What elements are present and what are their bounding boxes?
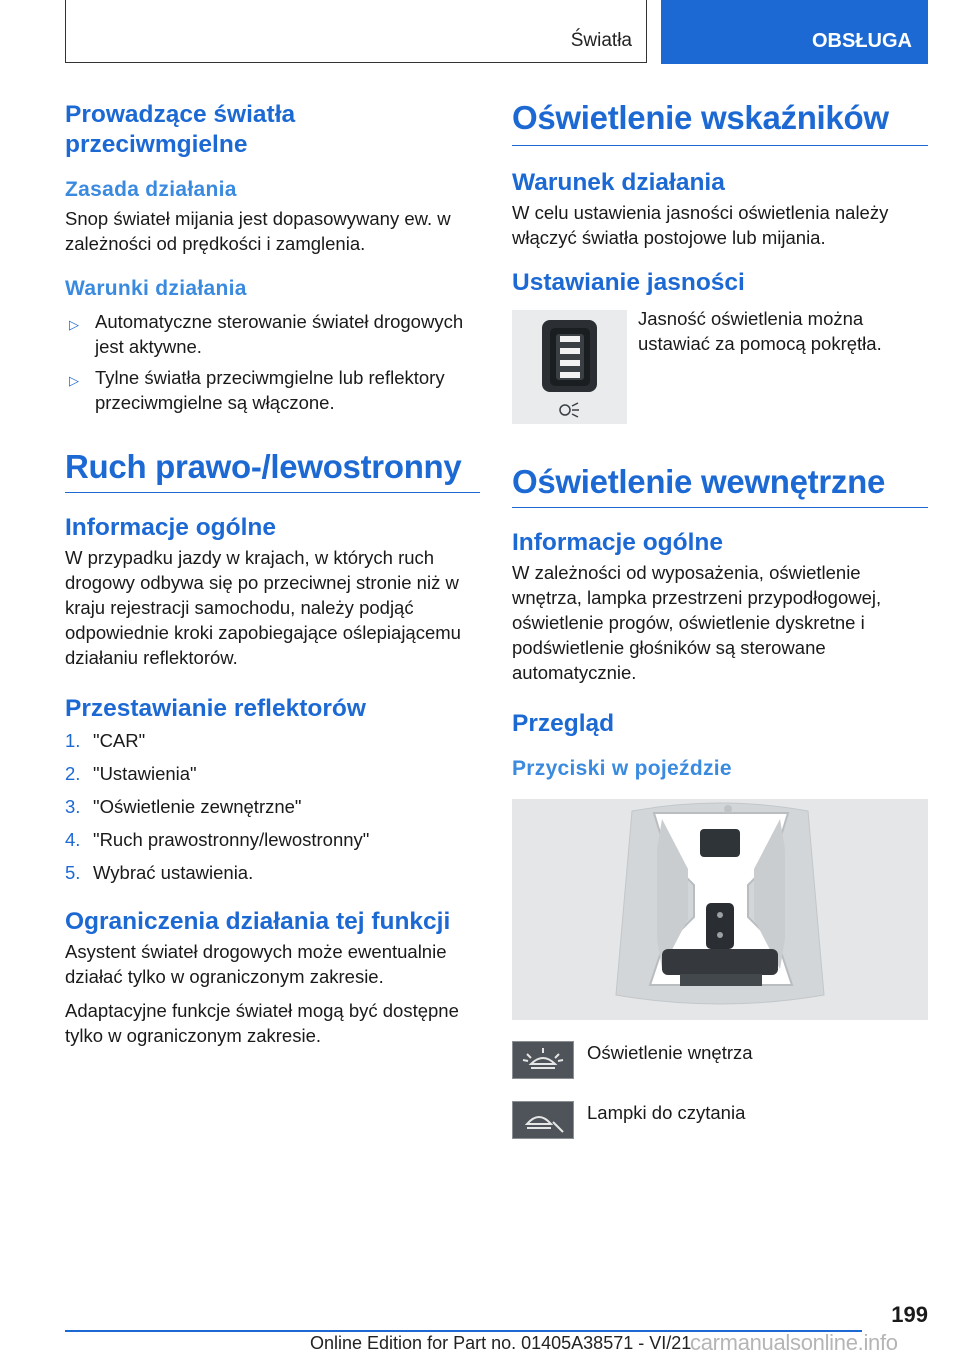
interior-lighting-heading: Oświetlenie wewnętrzne bbox=[512, 464, 928, 508]
legend-row-reading bbox=[512, 1101, 928, 1141]
header-section-box bbox=[65, 0, 647, 63]
principle-text: Snop świateł mijania jest dopasowywany ew. w zależności od prędkości i zamglenia. bbox=[65, 207, 451, 254]
list-item: 5. Wybrać ustawienia. bbox=[65, 861, 254, 883]
page-number: 199 bbox=[891, 1302, 928, 1327]
brightness-dial-image bbox=[512, 310, 627, 424]
conditions-list bbox=[65, 309, 480, 415]
steps-list bbox=[65, 728, 480, 885]
general-info-text: W przypadku jazdy w krajach, w których ruch drogowy odbywa się po przeciwnej stronie niż w kraju rejestracji samochodu, należy podjąć odpowiednie kroki zapobiegające oślepiającemu działaniu reflektorów. bbox=[65, 546, 461, 668]
left-column bbox=[65, 100, 480, 1048]
list-item: 3. "Oświetlenie zewnętrzne" bbox=[65, 795, 302, 817]
section-title: Światła bbox=[570, 30, 632, 51]
general-info-text-right: W zależności od wyposażenia, oświetlenie wnętrza, lampka przestrzeni przypodłogowej, oświetlenie progów, oświetlenie dyskretne i podświetlenie głośników są sterowane automatycznie. bbox=[512, 561, 882, 683]
thumbwheel-illustration bbox=[512, 310, 627, 424]
reading-light-icon bbox=[512, 1101, 574, 1139]
legend-label: Oświetlenie wnętrza bbox=[587, 1041, 753, 1063]
triangle-bullet-icon: ▷ bbox=[69, 317, 79, 333]
overhead-console-illustration bbox=[512, 799, 928, 1020]
legend-label: Lampki do czytania bbox=[587, 1101, 746, 1123]
watermark: carmanualsonline.info bbox=[690, 1330, 898, 1355]
general-info-heading: Informacje ogólne bbox=[65, 514, 277, 542]
principle-heading: Zasada działania bbox=[65, 177, 237, 201]
brightness-block bbox=[512, 307, 928, 426]
list-item: 2. "Ustawienia" bbox=[65, 762, 197, 784]
brightness-heading: Ustawianie jasności bbox=[512, 268, 745, 296]
list-item: ▷ Automatyczne sterowanie świateł drogowych jest aktywne. bbox=[69, 311, 464, 358]
overview-heading: Przegląd bbox=[512, 709, 615, 737]
condition-heading: Warunek działania bbox=[512, 168, 725, 196]
buttons-heading: Przyciski w pojeździe bbox=[512, 757, 732, 781]
limits-text-1: Asystent świateł drogowych może ewentualnie działać tylko w ograniczonym zakresie. bbox=[65, 940, 447, 987]
adjust-headlights-heading: Przestawianie reflektorów bbox=[65, 694, 366, 722]
edition-text: Online Edition for Part no. 01405A38571 - VI/21 bbox=[310, 1333, 692, 1353]
limits-heading: Ograniczenia działania tej funkcji bbox=[65, 907, 451, 935]
conditions-heading: Warunki działania bbox=[65, 276, 247, 300]
list-item: 4. "Ruch prawostronny/lewostronny" bbox=[65, 828, 370, 850]
list-item: 1. "CAR" bbox=[65, 729, 146, 751]
icon-legend bbox=[512, 1041, 928, 1141]
page-header bbox=[65, 0, 928, 64]
fog-lights-heading: Prowadzące światła przeciwmgielne bbox=[65, 101, 296, 158]
condition-text: W celu ustawienia jasności oświetlenia należy włączyć światła postojowe lub mijania. bbox=[512, 201, 889, 248]
triangle-bullet-icon: ▷ bbox=[69, 373, 79, 389]
list-item: ▷ Tylne światła przeciwmgielne lub reflektory przeciwmgielne są włączone. bbox=[69, 367, 445, 414]
chapter-tab: OBSŁUGA bbox=[661, 0, 928, 64]
right-column bbox=[512, 100, 928, 1141]
instrument-lighting-heading: Oświetlenie wskaźników bbox=[512, 100, 928, 146]
brightness-text: Jasność oświetlenia można ustawiać za pomocą pokrętła. bbox=[638, 307, 882, 354]
overhead-console-image bbox=[512, 799, 928, 1020]
legend-row-interior bbox=[512, 1041, 928, 1081]
general-info-heading-right: Informacje ogólne bbox=[512, 528, 724, 556]
interior-light-icon bbox=[512, 1041, 574, 1079]
limits-text-2: Adaptacyjne funkcje świateł mogą być dostępne tylko w ograniczonym zakresie. bbox=[65, 999, 459, 1046]
traffic-side-heading: Ruch prawo-/lewostronny bbox=[65, 449, 480, 493]
